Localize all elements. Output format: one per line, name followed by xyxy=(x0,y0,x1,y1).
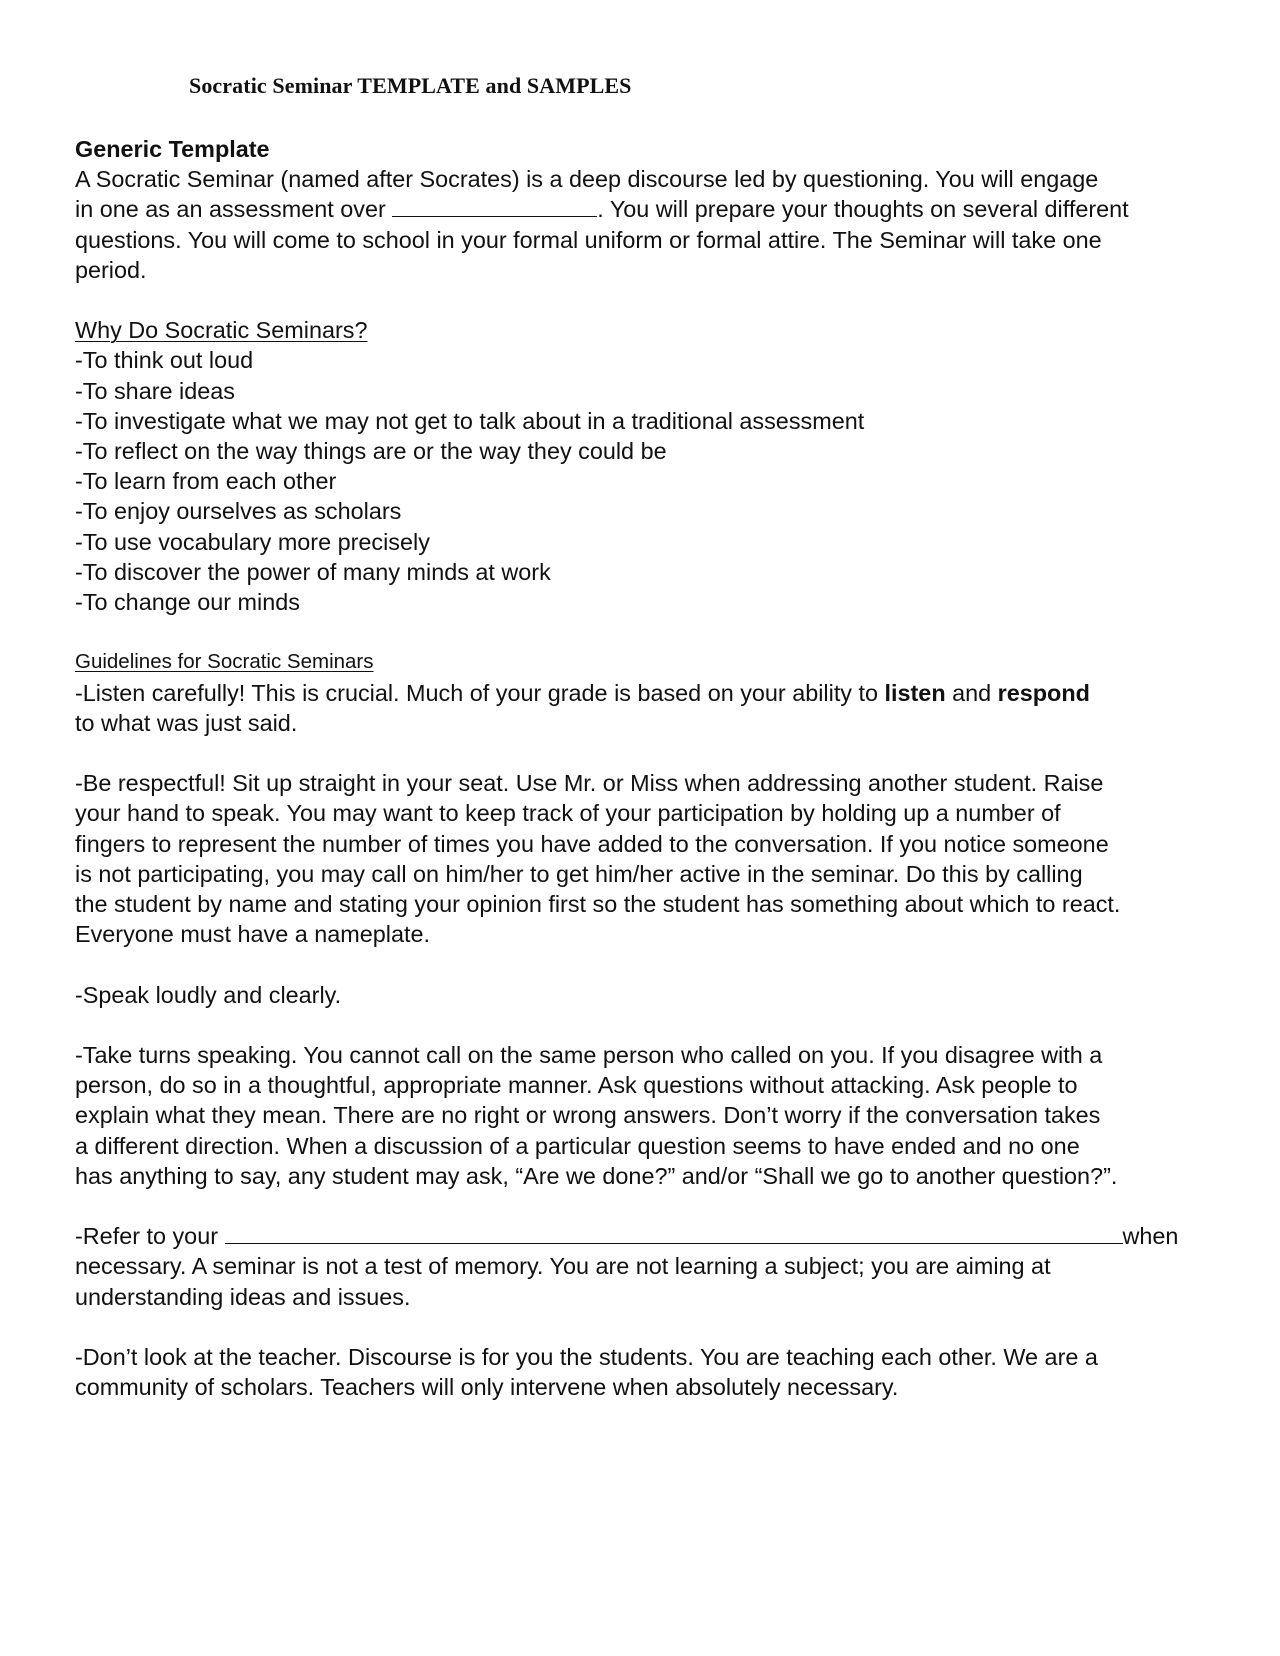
paragraph-line: necessary. A seminar is not a test of memory. You are not learning a subject; you are aiming at xyxy=(75,1253,1051,1280)
generic-template-section xyxy=(75,134,1205,285)
paragraph-line: is not participating, you may call on him/her to get him/her active in the seminar. Do this by calling xyxy=(75,860,1083,887)
paragraph-line: -Take turns speaking. You cannot call on the same person who called on you. If you disagree with a xyxy=(75,1042,1103,1069)
spacer xyxy=(75,1191,1205,1221)
emphasis-respond: respond xyxy=(997,679,1090,706)
paragraph-text: in one as an assessment over xyxy=(75,196,386,223)
paragraph-line xyxy=(75,194,1205,224)
why-section xyxy=(75,315,1205,617)
guidelines-heading: Guidelines for Socratic Seminars xyxy=(75,650,374,674)
fill-in-blank xyxy=(392,194,597,217)
paragraph-line: -Don’t look at the teacher. Discourse is for you the students. You are teaching each other. We are a xyxy=(75,1344,1098,1371)
paragraph-line: to what was just said. xyxy=(75,709,298,736)
paragraph-text: -Refer to your xyxy=(75,1223,225,1250)
paragraph-text: when xyxy=(1122,1223,1179,1250)
paragraph-line: -Be respectful! Sit up straight in your seat. Use Mr. or Miss when addressing another student. Raise xyxy=(75,770,1104,797)
spacer xyxy=(75,617,1205,647)
list-item: -To think out loud xyxy=(75,347,254,374)
paragraph-line: a different direction. When a discussion of a particular question seems to have ended and no one xyxy=(75,1132,1080,1159)
paragraph-line xyxy=(75,678,1205,708)
list-item: -To share ideas xyxy=(75,377,235,404)
paragraph-line: explain what they mean. There are no right or wrong answers. Don’t worry if the conversation takes xyxy=(75,1102,1101,1129)
list-item: -To use vocabulary more precisely xyxy=(75,528,430,555)
paragraph-line: Everyone must have a nameplate. xyxy=(75,921,430,948)
spacer xyxy=(75,738,1205,768)
fill-in-blank xyxy=(225,1221,1123,1244)
spacer xyxy=(75,1312,1205,1342)
paragraph-line: person, do so in a thoughtful, appropriate manner. Ask questions without attacking. Ask people to xyxy=(75,1072,1078,1099)
list-item: -To enjoy ourselves as scholars xyxy=(75,498,402,525)
list-item: -To reflect on the way things are or the way they could be xyxy=(75,438,667,465)
paragraph-line: fingers to represent the number of times you have added to the conversation. If you notice someone xyxy=(75,830,1109,857)
paragraph-line: understanding ideas and issues. xyxy=(75,1283,411,1310)
spacer xyxy=(75,949,1205,979)
list-item: -To investigate what we may not get to talk about in a traditional assessment xyxy=(75,407,865,434)
paragraph-line: the student by name and stating your opinion first so the student has something about which to react. xyxy=(75,891,1121,918)
paragraph-line: questions. You will come to school in your formal uniform or formal attire. The Seminar will take one xyxy=(75,226,1102,253)
list-item: -To discover the power of many minds at work xyxy=(75,558,551,585)
document-body xyxy=(75,134,1205,1402)
paragraph-text: and xyxy=(945,679,998,706)
list-item: -To change our minds xyxy=(75,589,300,616)
why-heading: Why Do Socratic Seminars? xyxy=(75,317,368,344)
paragraph-line: your hand to speak. You may want to keep track of your participation by holding up a number of xyxy=(75,800,1061,827)
paragraph-line: community of scholars. Teachers will only intervene when absolutely necessary. xyxy=(75,1374,899,1401)
paragraph-text: -Listen carefully! This is crucial. Much of your grade is based on your ability to xyxy=(75,679,885,706)
paragraph-line: has anything to say, any student may ask, “Are we done?” and/or “Shall we go to another question?”. xyxy=(75,1162,1118,1189)
spacer xyxy=(75,285,1205,315)
list-item: -To learn from each other xyxy=(75,468,337,495)
guidelines-section xyxy=(75,647,1205,1402)
paragraph-line: -Speak loudly and clearly. xyxy=(75,981,342,1008)
paragraph-line: A Socratic Seminar (named after Socrates) is a deep discourse led by questioning. You will engage xyxy=(75,166,1099,193)
paragraph-line xyxy=(75,1221,1205,1251)
paragraph-text: . You will prepare your thoughts on several different xyxy=(597,196,1129,223)
generic-template-heading: Generic Template xyxy=(75,136,270,162)
document-title: Socratic Seminar TEMPLATE and SAMPLES xyxy=(189,73,632,98)
paragraph-line: period. xyxy=(75,256,147,283)
spacer xyxy=(75,1010,1205,1040)
emphasis-listen: listen xyxy=(884,679,946,706)
